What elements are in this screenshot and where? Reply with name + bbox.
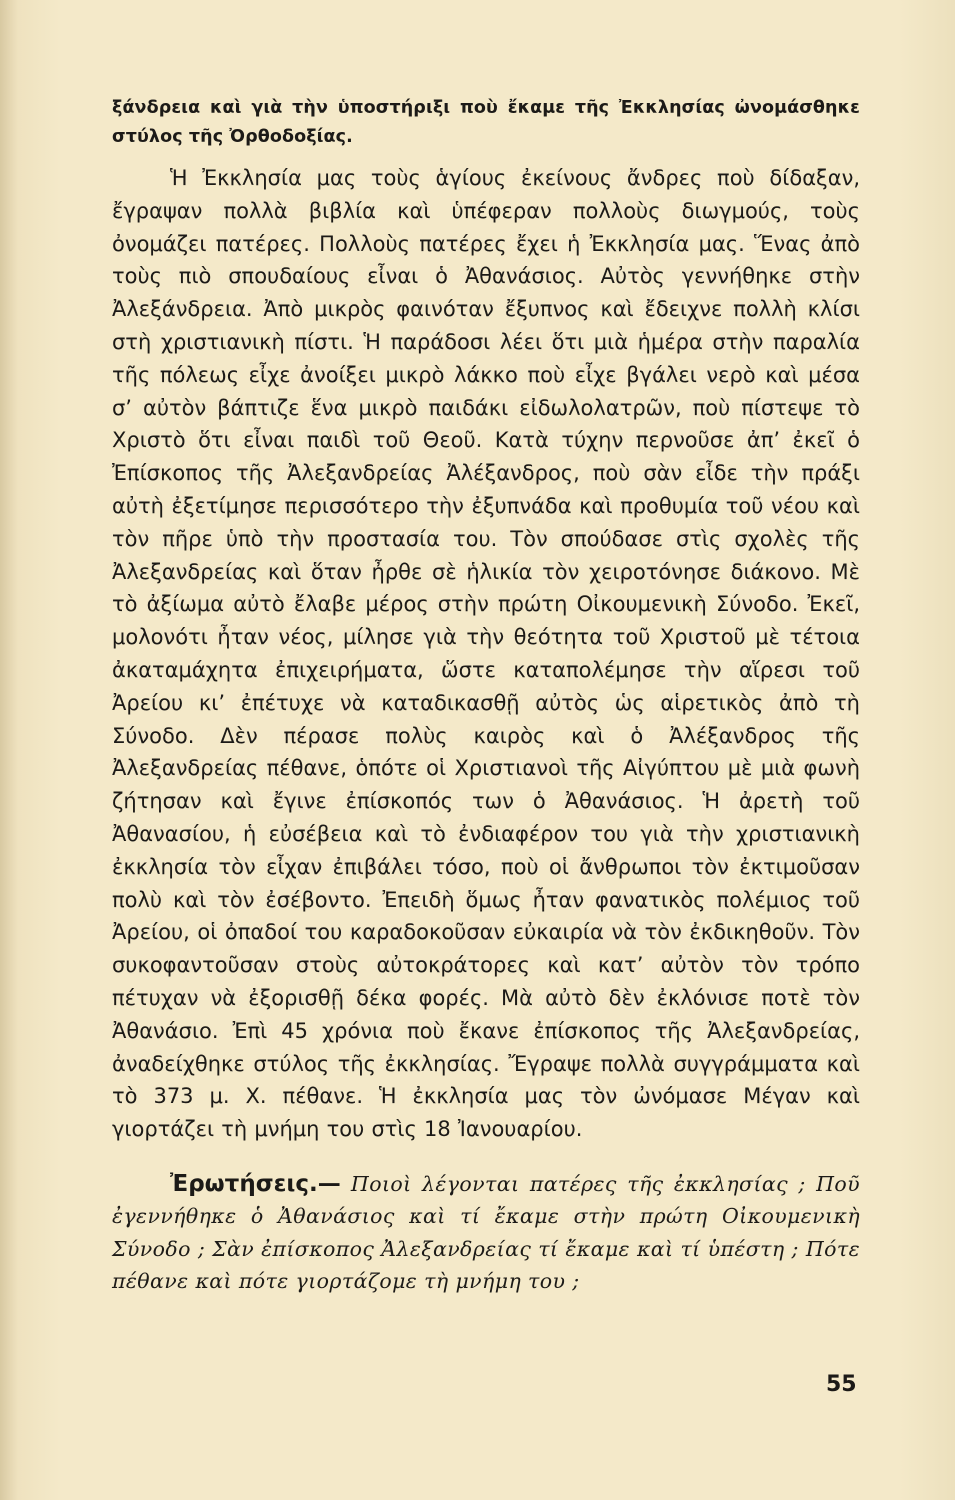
text-column bbox=[112, 94, 860, 1298]
intro-paragraph: ξάνδρεια καὶ γιὰ τὴν ὑποστήριξι ποὺ ἔκαμε τῆς Ἐκκλησίας ὠνομάσθηκε στύλος τῆς Ὀρθοδοξίας. bbox=[112, 98, 860, 147]
questions-paragraph bbox=[112, 1168, 860, 1298]
questions-heading: Ἐρωτήσεις.— bbox=[170, 1170, 341, 1197]
page-number: 55 bbox=[826, 1372, 857, 1397]
body-paragraph: Ἡ Ἐκκλησία μας τοὺς ἁγίους ἐκείνους ἄνδρες ποὺ δίδαξαν, ἔγραψαν πολλὰ βιβλία καὶ ὑπέφεραν πολλοὺς διωγμούς, τοὺς ὀνομάζει πατέρες. Πολλοὺς πατέρες ἔχει ἡ Ἐκκλησία μας. Ἕνας ἀπὸ τοὺς πιὸ σπουδαίους εἶναι ὁ Ἀθανάσιος. Αὐτὸς γεννήθηκε στὴν Ἀλεξάνδρεια. Ἀπὸ μικρὸς φαινόταν ἔξυπνος καὶ ἔδειχνε πολλὴ κλίσι στὴ χριστιανικὴ πίστι. Ἡ παράδοσι λέει ὅτι μιὰ ἡμέρα στὴν παραλία τῆς πόλεως εἶχε ἀνοίξει μικρὸ λάκκο ποὺ εἶχε βγάλει νερὸ καὶ μέσα σ’ αὐτὸν βάπτιζε ἕνα μικρὸ παιδάκι εἰδωλολατρῶν, ποὺ πίστεψε τὸ Χριστὸ ὅτι εἶναι παιδὶ τοῦ Θεοῦ. Κατὰ τύχην περνοῦσε ἀπ’ ἐκεῖ ὁ Ἐπίσκοπος τῆς Ἀλεξανδρείας Ἀλέξανδρος, ποὺ σὰν εἶδε τὴν πράξι αὐτὴ ἐξετίμησε περισσότερο τὴν ἐξυπνάδα καὶ προθυμία τοῦ νέου καὶ τὸν πῆρε ὑπὸ τὴν προστασία του. Τὸν σπούδασε στὶς σχολὲς τῆς Ἀλεξανδρείας καὶ ὅταν ἦρθε σὲ ἡλικία τὸν χειροτόνησε διάκονο. Μὲ τὸ ἀξίωμα αὐτὸ ἔλαβε μέρος στὴν πρώτη Οἰκουμενικὴ Σύνοδο. Ἐκεῖ, μολονότι ἦταν νέος, μίλησε γιὰ τὴν θεότητα τοῦ Χριστοῦ μὲ τέτοια ἀκαταμάχητα ἐπιχειρήματα, ὥστε καταπολέμησε τὴν αἵρεσι τοῦ Ἀρείου κι’ ἐπέτυχε νὰ καταδικασθῇ αὐτὸς ὡς αἱρετικὸς ἀπὸ τὴ Σύνοδο. Δὲν πέρασε πολὺς καιρὸς καὶ ὁ Ἀλέξανδρος τῆς Ἀλεξανδρείας πέθανε, ὁπότε οἱ Χριστιανοὶ τῆς Αἰγύπτου μὲ μιὰ φωνὴ ζήτησαν καὶ ἔγινε ἐπίσκοπός των ὁ Ἀθανάσιος. Ἡ ἀρετὴ τοῦ Ἀθανασίου, ἡ εὐσέβεια καὶ τὸ ἐνδιαφέρον του γιὰ τὴν χριστιανικὴ ἐκκλησία τὸν εἶχαν ἐπιβάλει τόσο, ποὺ οἱ ἄνθρωποι τὸν ἐκτιμοῦσαν πολὺ καὶ τὸν ἐσέβοντο. Ἐπειδὴ ὅμως ἦταν φανατικὸς πολέμιος τοῦ Ἀρείου, οἱ ὀπαδοί του καραδοκοῦσαν εὐκαιρία νὰ τὸν ἐκδικηθοῦν. Τὸν συκοφαντοῦσαν στοὺς αὐτοκράτορες καὶ κατ’ αὐτὸν τὸν τρόπο πέτυχαν νὰ ἐξορισθῇ δέκα φορές. Μὰ αὐτὸ δὲν ἐκλόνισε ποτὲ τὸν Ἀθανάσιο. Ἐπὶ 45 χρόνια ποὺ ἔκανε ἐπίσκοπος τῆς Ἀλεξανδρείας, ἀναδείχθηκε στύλος τῆς ἐκκλησίας. Ἔγραψε πολλὰ συγγράμματα καὶ τὸ 373 μ. Χ. πέθανε. Ἡ ἐκκλησία μας τὸν ὠνόμασε Μέγαν καὶ γιορτάζει τὴ μνήμη του στὶς 18 Ἰανουαρίου. bbox=[112, 166, 860, 1142]
questions-text: Ποιοὶ λέγονται πατέρες τῆς ἐκκλησίας ; Ποῦ ἐγεννήθηκε ὁ Ἀθανάσιος καὶ τί ἔκαμε στὴν πρώτη Οἰκουμενικὴ Σύνοδο ; Σὰν ἐπίσκοπος Ἀλεξανδρείας τί ἔκαμε καὶ τί ὑπέστη ; Πότε πέθανε καὶ πότε γιορτάζομε τὴ μνήμη του ; bbox=[112, 1171, 860, 1294]
